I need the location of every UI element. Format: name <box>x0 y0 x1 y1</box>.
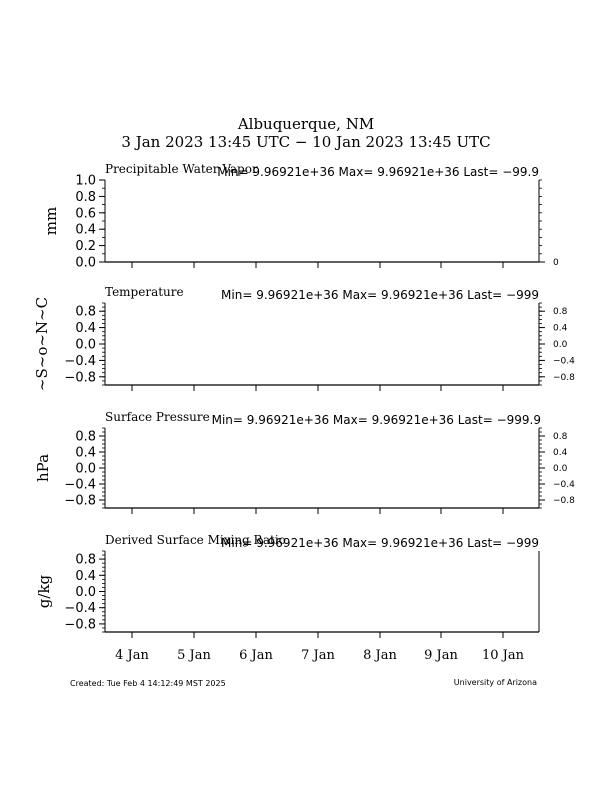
right-tick-label: −0.8 <box>553 372 575 383</box>
right-tick-label: −0.4 <box>553 356 575 367</box>
panel-stats: Min= 9.96921e+36 Max= 9.96921e+36 Last= −99.9 <box>217 165 539 179</box>
y-tick-label: 0.4 <box>75 445 96 461</box>
right-tick-label: 0.8 <box>553 432 568 442</box>
x-tick-label: 5 Jan <box>177 648 211 663</box>
y-axis-label: hPa <box>34 453 52 483</box>
y-axis-label: mm <box>42 206 60 236</box>
y-tick-label: 0.0 <box>75 461 96 477</box>
y-tick-label: 0.8 <box>75 189 96 205</box>
x-tick-labels <box>115 648 525 663</box>
y-axis-label: ~S~o~N~C <box>33 296 51 392</box>
y-tick-label: −0.4 <box>64 353 96 369</box>
panel-title: Derived Surface Mixing Ratio <box>105 533 286 547</box>
right-tick-label: 0.4 <box>553 323 568 334</box>
x-tick-label: 7 Jan <box>301 648 335 663</box>
right-tick-label: 0.0 <box>553 464 568 474</box>
figure-subtitle: 3 Jan 2023 13:45 UTC − 10 Jan 2023 13:45 UTC <box>121 133 491 151</box>
right-tick-label: −0.8 <box>553 496 575 506</box>
y-tick-label: −0.8 <box>64 493 96 509</box>
x-tick-label: 8 Jan <box>363 648 397 663</box>
y-tick-label: 0.4 <box>75 321 96 337</box>
x-tick-label: 10 Jan <box>481 648 525 663</box>
panel-title: Temperature <box>105 285 184 299</box>
figure-title: Albuquerque, NM <box>237 115 375 133</box>
y-tick-label: 0.0 <box>75 585 96 600</box>
panel-title: Surface Pressure <box>105 410 210 424</box>
right-tick-label: 0.8 <box>553 307 568 318</box>
y-tick-label: 1.0 <box>75 173 96 189</box>
y-tick-label: 0.0 <box>75 337 96 353</box>
panel-1 <box>42 162 559 271</box>
x-tick-label: 6 Jan <box>239 648 273 663</box>
panel-stats: Min= 9.96921e+36 Max= 9.96921e+36 Last= −999 <box>221 288 539 302</box>
right-tick-label: −0.4 <box>553 480 575 490</box>
x-tick-label: 4 Jan <box>115 648 149 663</box>
y-tick-label: −0.8 <box>64 617 96 633</box>
y-tick-label: −0.4 <box>64 601 96 617</box>
credit-text: University of Arizona <box>453 678 537 687</box>
y-tick-label: −0.4 <box>64 477 96 493</box>
panel-stats: Min= 9.96921e+36 Max= 9.96921e+36 Last= −999 <box>221 536 539 550</box>
y-tick-label: 0.4 <box>75 568 96 584</box>
panel-4 <box>35 533 539 638</box>
panel-stats: Min= 9.96921e+36 Max= 9.96921e+36 Last= −999.9 <box>211 413 541 427</box>
panel-3 <box>34 410 575 514</box>
x-tick-label: 9 Jan <box>424 648 458 663</box>
y-tick-label: 0.4 <box>75 222 96 238</box>
y-tick-label: 0.6 <box>75 206 96 222</box>
panel-2 <box>33 285 575 391</box>
y-tick-label: 0.8 <box>75 304 96 320</box>
right-tick-label: 0.4 <box>553 448 568 458</box>
created-timestamp: Created: Tue Feb 4 14:12:49 MST 2025 <box>70 679 226 688</box>
y-tick-label: 0.8 <box>75 552 96 568</box>
right-tick-label: 0.0 <box>553 340 568 350</box>
y-tick-label: 0.2 <box>75 239 96 255</box>
right-tick-label: 0 <box>553 258 559 268</box>
panels-group <box>33 162 575 638</box>
y-tick-label: 0.8 <box>75 429 96 445</box>
y-tick-label: −0.8 <box>64 370 96 386</box>
y-axis-label: g/kg <box>35 574 53 609</box>
y-tick-label: 0.0 <box>75 255 96 271</box>
panel-title: Precipitable Water Vapor <box>105 162 258 176</box>
